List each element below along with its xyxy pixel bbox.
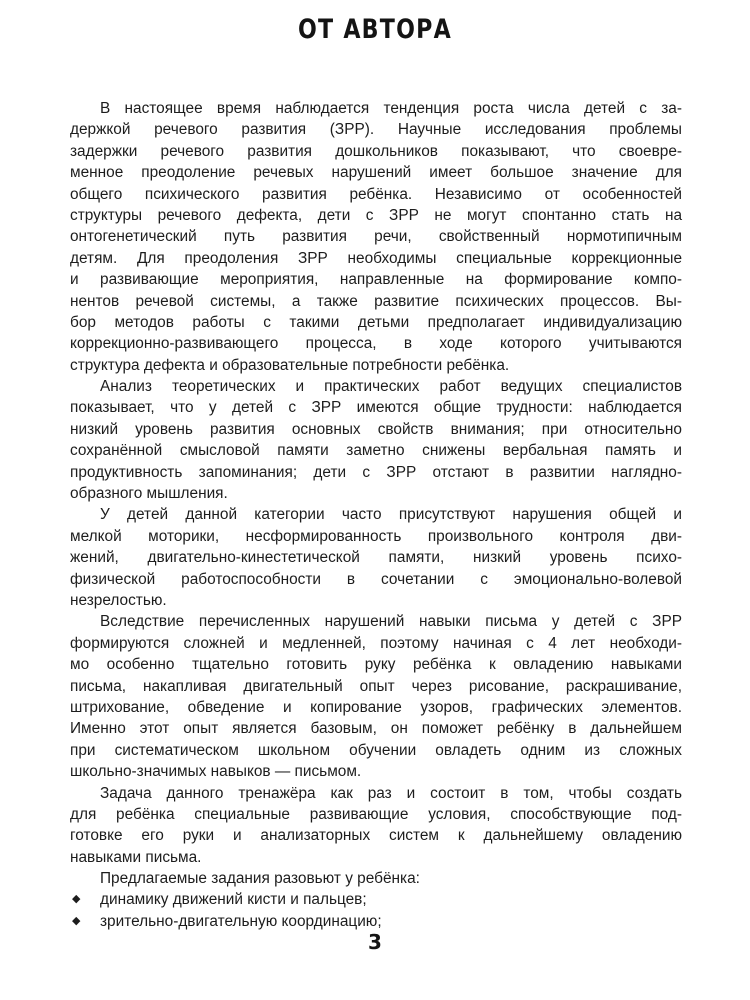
text-line: нентов речевой системы, а также развитие психических процессов. Вы- [70, 292, 682, 310]
text-line: сохранённой смысловой памяти заметно снижены вербальная память и [70, 442, 682, 460]
text-line: показывает, что у детей с ЗРР имеются общие трудности: наблюдается [70, 399, 682, 417]
diamond-bullet-icon: ◆ [72, 914, 81, 927]
text-line: Именно этот опыт является базовым, он поможет ребёнку в дальнейшем [70, 720, 682, 738]
text-line: письма, накапливая двигательный опыт через рисование, раскрашивание, [70, 677, 682, 695]
text-line: Анализ теоретических и практических работ ведущих специалистов [100, 378, 682, 396]
text-line: держкой речевого развития (ЗРР). Научные исследования проблемы [70, 121, 682, 139]
diamond-bullet-icon: ◆ [72, 893, 81, 906]
text-line: образного мышления. [70, 485, 228, 503]
text-line: коррекционно-развивающего процесса, в ходе которого учитываются [70, 335, 682, 353]
page-title: ОТ АВТОРА [297, 14, 453, 45]
text-line: навыками письма. [70, 848, 202, 866]
text-line: штрихование, обведение и копирование узоров, графических элементов. [70, 698, 682, 716]
text-line: бор методов работы с такими детьми предполагает индивидуализацию [70, 313, 682, 331]
text-line: Задача данного тренажёра как раз и состоит в том, чтобы создать [100, 784, 682, 802]
text-line: физической работоспособности в сочетании с эмоционально-волевой [70, 570, 682, 588]
text-line: Вследствие перечисленных нарушений навыки письма у детей с ЗРР [100, 613, 682, 631]
text-line: Предлагаемые задания разовьют у ребёнка: [100, 870, 420, 888]
text-line: школьно-значимых навыков — письмом. [70, 763, 362, 781]
bullet-text: зрительно-двигательную координацию; [100, 912, 382, 930]
text-line: задержки речевого развития дошкольников показывают, что своевре- [70, 142, 682, 160]
body-text [70, 98, 682, 932]
text-line: структуры речевого дефекта, дети с ЗРР не могут спонтанно стать на [70, 206, 682, 224]
text-line: формируются сложней и медленней, поэтому начиная с 4 лет необходи- [70, 634, 682, 652]
bullet-item [70, 889, 682, 910]
text-line: онтогенетический путь развития речи, свойственный нормотипичным [70, 228, 682, 246]
text-line: жений, двигательно-кинестетической памяти, низкий уровень психо- [70, 549, 682, 567]
text-line: менное преодоление речевых нарушений имеет большое значение для [70, 164, 682, 182]
text-line: для ребёнка специальные развивающие условия, способствующие под- [70, 805, 682, 823]
text-line: структура дефекта и образовательные потребности ребёнка. [70, 356, 510, 374]
text-line: готовке его руки и анализаторных систем к дальнейшему овладению [70, 827, 682, 845]
text-line: низкий уровень развития основных свойств внимания; при относительно [70, 420, 682, 438]
text-line: В настоящее время наблюдается тенденция роста числа детей с за- [100, 100, 682, 117]
paragraph [70, 376, 682, 504]
page-number: 3 [368, 930, 382, 954]
text-line: мелкой моторики, несформированность произвольного контроля дви- [70, 527, 682, 545]
text-line: и развивающие мероприятия, направленные на формирование компо- [70, 271, 682, 289]
bullet-text: динамику движений кисти и пальцев; [100, 891, 367, 909]
text-line: мо особенно тщательно готовить руку ребёнка к овладению навыками [70, 656, 682, 674]
text-line: незрелостью. [70, 591, 167, 609]
text-line: общего психического развития ребёнка. Независимо от особенностей [70, 185, 682, 203]
paragraph [70, 98, 682, 376]
paragraph [70, 868, 682, 889]
paragraph [70, 611, 682, 782]
bullet-list [70, 889, 682, 932]
text-line: детям. Для преодоления ЗРР необходимы специальные коррекционные [70, 249, 682, 267]
paragraph [70, 504, 682, 611]
text-line: при систематическом школьном обучении овладеть одним из сложных [70, 741, 682, 759]
text-line: У детей данной категории часто присутствуют нарушения общей и [100, 506, 682, 524]
text-line: продуктивность запоминания; дети с ЗРР отстают в развитии наглядно- [70, 463, 682, 481]
paragraph [70, 783, 682, 869]
